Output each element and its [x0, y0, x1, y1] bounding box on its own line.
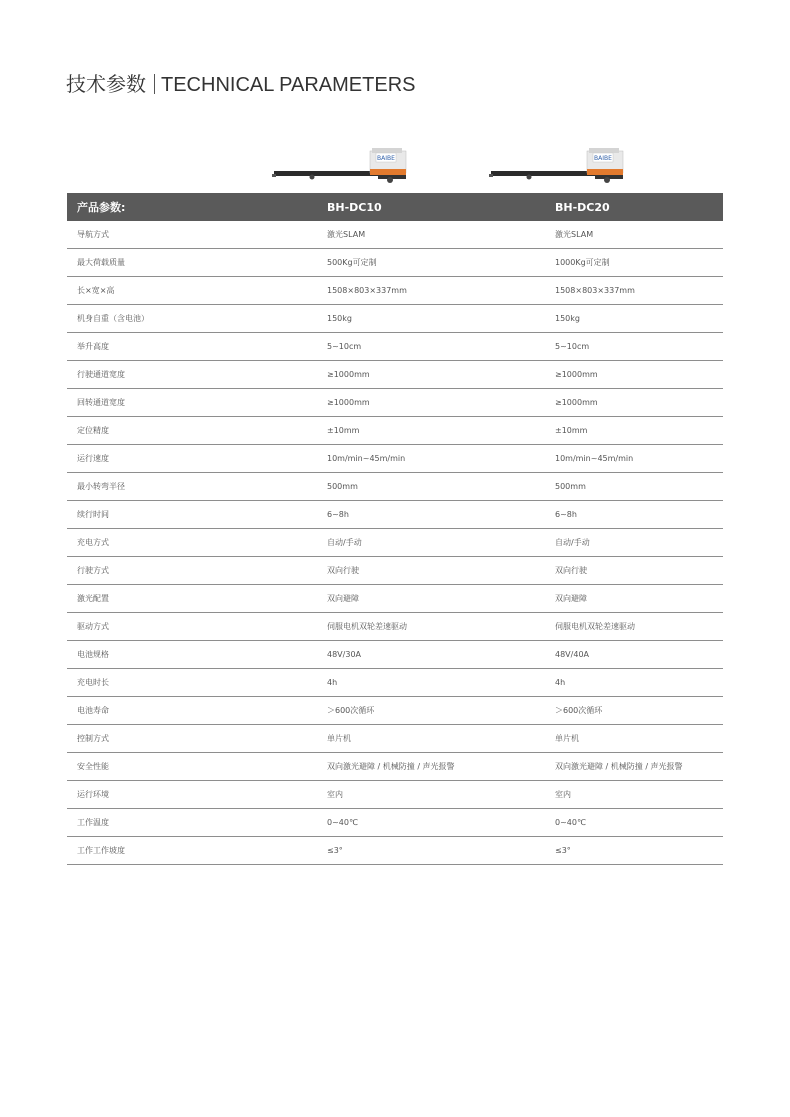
table-row	[67, 221, 723, 249]
param-value-model-2: ＞600次循环	[555, 697, 723, 725]
param-value-model-2: 5~10cm	[555, 333, 723, 361]
param-value-model-1: 48V/30A	[327, 641, 555, 669]
param-label: 最大荷载质量	[67, 249, 327, 277]
param-label: 充电方式	[67, 529, 327, 557]
param-value-model-1: ＞600次循环	[327, 697, 555, 725]
table-row	[67, 277, 723, 305]
param-label: 机身自重（含电池）	[67, 305, 327, 333]
param-value-model-2: ≤3°	[555, 837, 723, 865]
param-value-model-1: 激光SLAM	[327, 221, 555, 249]
param-value-model-1: ≥1000mm	[327, 361, 555, 389]
param-label: 行驶方式	[67, 557, 327, 585]
table-row	[67, 417, 723, 445]
param-label: 续行时间	[67, 501, 327, 529]
param-value-model-1: 10m/min~45m/min	[327, 445, 555, 473]
param-value-model-1: 0~40℃	[327, 809, 555, 837]
param-label: 运行速度	[67, 445, 327, 473]
table-row	[67, 669, 723, 697]
param-label: 电池规格	[67, 641, 327, 669]
table-row	[67, 361, 723, 389]
param-value-model-2: 1508×803×337mm	[555, 277, 723, 305]
param-label: 驱动方式	[67, 613, 327, 641]
table-row	[67, 781, 723, 809]
param-label: 最小转弯半径	[67, 473, 327, 501]
param-value-model-1: 自动/手动	[327, 529, 555, 557]
param-label: 安全性能	[67, 753, 327, 781]
param-value-model-2: 1000Kg可定制	[555, 249, 723, 277]
param-label: 工作温度	[67, 809, 327, 837]
table-row	[67, 557, 723, 585]
param-label: 运行环境	[67, 781, 327, 809]
title-cn: 技术参数	[66, 74, 146, 96]
param-label: 控制方式	[67, 725, 327, 753]
param-value-model-2: 激光SLAM	[555, 221, 723, 249]
param-value-model-1: 500Kg可定制	[327, 249, 555, 277]
param-value-model-2: 150kg	[555, 305, 723, 333]
title-en: TECHNICAL PARAMETERS	[161, 74, 416, 96]
table-row	[67, 641, 723, 669]
table-row	[67, 529, 723, 557]
param-value-model-2: ±10mm	[555, 417, 723, 445]
table-row	[67, 445, 723, 473]
table-row	[67, 697, 723, 725]
param-value-model-1: 双向避障	[327, 585, 555, 613]
title-divider	[154, 74, 155, 94]
param-value-model-2: 4h	[555, 669, 723, 697]
product-image-bh-dc10	[272, 144, 410, 184]
param-value-model-2: 6~8h	[555, 501, 723, 529]
header-model-1: BH-DC10	[327, 193, 555, 221]
param-label: 工作工作坡度	[67, 837, 327, 865]
table-row	[67, 501, 723, 529]
param-value-model-2: 伺服电机双轮差速驱动	[555, 613, 723, 641]
param-value-model-1: ≤3°	[327, 837, 555, 865]
param-value-model-1: 双向行驶	[327, 557, 555, 585]
table-row	[67, 837, 723, 865]
param-value-model-1: 500mm	[327, 473, 555, 501]
product-image-bh-dc20	[489, 144, 627, 184]
table-row	[67, 249, 723, 277]
param-label: 行驶通道宽度	[67, 361, 327, 389]
truck-logo-text: BAIBE	[377, 155, 395, 162]
table-row	[67, 753, 723, 781]
param-label: 长×宽×高	[67, 277, 327, 305]
param-value-model-2: 单片机	[555, 725, 723, 753]
header-model-2: BH-DC20	[555, 193, 723, 221]
param-value-model-2: 10m/min~45m/min	[555, 445, 723, 473]
param-value-model-2: 自动/手动	[555, 529, 723, 557]
param-label: 电池寿命	[67, 697, 327, 725]
param-label: 导航方式	[67, 221, 327, 249]
param-value-model-2: 室内	[555, 781, 723, 809]
param-value-model-1: ≥1000mm	[327, 389, 555, 417]
param-value-model-2: 0~40℃	[555, 809, 723, 837]
param-label: 充电时长	[67, 669, 327, 697]
param-label: 定位精度	[67, 417, 327, 445]
table-row	[67, 809, 723, 837]
param-value-model-1: ±10mm	[327, 417, 555, 445]
table-row	[67, 389, 723, 417]
table-row	[67, 725, 723, 753]
table-row	[67, 333, 723, 361]
param-value-model-2: 双向行驶	[555, 557, 723, 585]
table-row	[67, 585, 723, 613]
param-value-model-1: 室内	[327, 781, 555, 809]
param-label: 激光配置	[67, 585, 327, 613]
header-label: 产品参数:	[67, 193, 327, 221]
param-value-model-2: 48V/40A	[555, 641, 723, 669]
param-label: 回转通道宽度	[67, 389, 327, 417]
param-value-model-1: 1508×803×337mm	[327, 277, 555, 305]
table-header-row	[67, 193, 723, 221]
param-value-model-1: 双向激光避障 / 机械防撞 / 声光报警	[327, 753, 555, 781]
parameters-table	[67, 193, 723, 865]
param-value-model-2: ≥1000mm	[555, 389, 723, 417]
param-label: 举升高度	[67, 333, 327, 361]
param-value-model-2: 双向避障	[555, 585, 723, 613]
param-value-model-1: 6~8h	[327, 501, 555, 529]
param-value-model-1: 单片机	[327, 725, 555, 753]
table-body	[67, 221, 723, 865]
table-row	[67, 305, 723, 333]
param-value-model-1: 伺服电机双轮差速驱动	[327, 613, 555, 641]
param-value-model-1: 5~10cm	[327, 333, 555, 361]
page-title	[66, 68, 415, 97]
param-value-model-1: 4h	[327, 669, 555, 697]
param-value-model-2: 500mm	[555, 473, 723, 501]
param-value-model-2: 双向激光避障 / 机械防撞 / 声光报警	[555, 753, 723, 781]
table-row	[67, 473, 723, 501]
param-value-model-1: 150kg	[327, 305, 555, 333]
table-row	[67, 613, 723, 641]
param-value-model-2: ≥1000mm	[555, 361, 723, 389]
truck-logo-text: BAIBE	[594, 155, 612, 162]
